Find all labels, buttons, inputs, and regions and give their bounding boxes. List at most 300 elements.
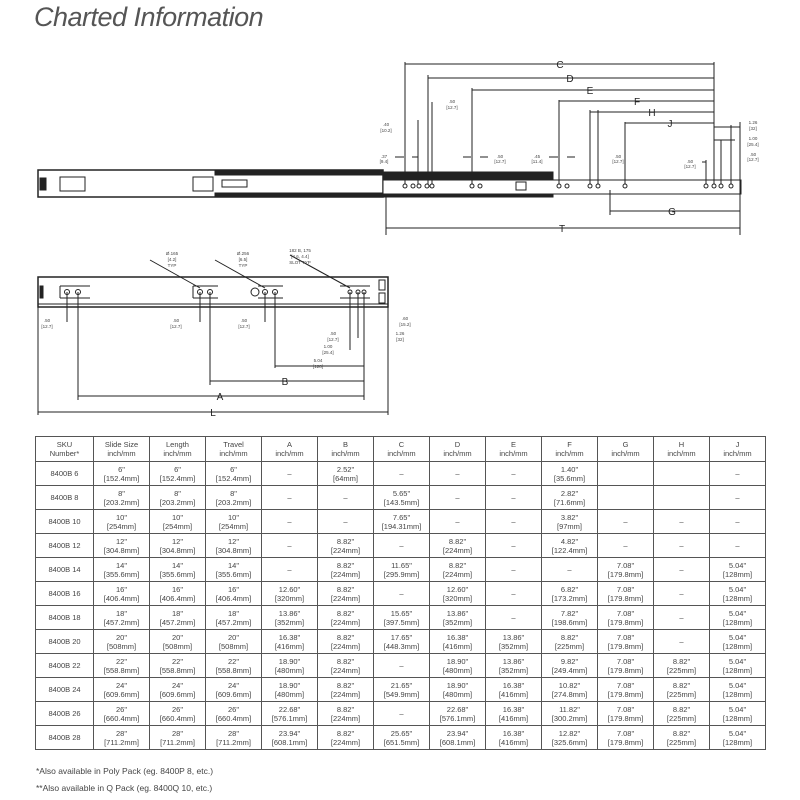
svg-text:.50: .50	[614, 154, 622, 159]
inch-value: 23.94"	[278, 728, 301, 738]
value-cell	[430, 654, 486, 678]
table-header-row	[36, 437, 766, 462]
mm-value: [558.8mm]	[159, 665, 196, 675]
value-cell	[150, 510, 206, 534]
value-cell	[486, 558, 542, 582]
inch-value: 8.82"	[336, 584, 355, 594]
inch-value: 8.82"	[672, 656, 691, 666]
value-cell	[206, 486, 262, 510]
inch-value: 18"	[115, 608, 127, 618]
value-cell	[486, 702, 542, 726]
value-cell	[598, 726, 654, 750]
inch-value: 22"	[171, 656, 183, 666]
inch-value: 8.82"	[336, 560, 355, 570]
inch-value: 28"	[227, 728, 239, 738]
inch-value: 24"	[115, 680, 127, 690]
value-cell	[710, 558, 766, 582]
mm-value: [225mm]	[666, 689, 697, 699]
value-cell	[598, 558, 654, 582]
specifications-table	[35, 436, 766, 750]
value-cell	[598, 630, 654, 654]
value-cell	[374, 486, 430, 510]
mm-value: [179.8mm]	[607, 569, 644, 579]
inch-value: 22.68"	[278, 704, 301, 714]
value-cell	[318, 654, 374, 678]
footnote-q-pack: **Also available in Q Pack (eg. 8400Q 10, etc.)	[36, 783, 213, 793]
mm-value: [128mm]	[722, 689, 753, 699]
inch-value: 9.82"	[560, 656, 579, 666]
svg-text:[11.4]: [11.4]	[531, 159, 543, 164]
slide-side-view-diagram	[0, 240, 800, 430]
value-cell	[206, 606, 262, 630]
svg-text:1.26: 1.26	[748, 120, 758, 125]
value-cell	[94, 582, 150, 606]
inch-value: 8.82"	[336, 632, 355, 642]
inch-value: 20"	[115, 632, 127, 642]
inch-value: 13.86"	[502, 656, 525, 666]
inch-value: 17.65"	[390, 632, 413, 642]
value-cell	[654, 510, 710, 534]
value-cell	[486, 606, 542, 630]
value-cell	[262, 726, 318, 750]
mm-value: [416mm]	[498, 713, 529, 723]
value-cell	[206, 462, 262, 486]
mm-value: [352mm]	[442, 617, 473, 627]
inch-value: 10"	[171, 512, 183, 522]
inch-value: –	[679, 613, 684, 622]
inch-value: 12"	[227, 536, 239, 546]
value-cell	[150, 654, 206, 678]
mm-value: [152.4mm]	[159, 473, 196, 483]
header-a: A inch/mm	[262, 437, 318, 462]
dimension-label-t: T	[558, 224, 566, 235]
inch-value: 24"	[171, 680, 183, 690]
inch-value: 1.40"	[560, 464, 579, 474]
inch-value: 21.65"	[390, 680, 413, 690]
mm-value: [576.1mm]	[439, 713, 476, 723]
mm-value: [558.8mm]	[103, 665, 140, 675]
mm-value: [128mm]	[722, 617, 753, 627]
mm-value: [457.2mm]	[159, 617, 196, 627]
mm-value: [128mm]	[722, 713, 753, 723]
svg-text:[12.7]: [12.7]	[446, 105, 458, 110]
inch-value: 18.90"	[278, 680, 301, 690]
mm-value: [406.4mm]	[103, 593, 140, 603]
sku-cell: 8400B 14	[36, 558, 94, 582]
mm-value: [143.5mm]	[383, 497, 420, 507]
inch-value: 8.82"	[672, 680, 691, 690]
svg-text:TYP: TYP	[167, 263, 177, 268]
dimension-label-l: L	[210, 408, 216, 419]
inch-value: 8"	[174, 488, 181, 498]
value-cell	[710, 654, 766, 678]
mm-value: [152.4mm]	[215, 473, 252, 483]
inch-value: 16"	[115, 584, 127, 594]
value-cell	[318, 678, 374, 702]
inch-value: 15.65"	[390, 608, 413, 618]
mm-value: [651.5mm]	[383, 737, 420, 747]
mm-value: [352mm]	[498, 665, 529, 675]
inch-value: 14"	[171, 560, 183, 570]
value-cell	[598, 606, 654, 630]
value-cell	[206, 558, 262, 582]
inch-value: 28"	[115, 728, 127, 738]
header-d: D inch/mm	[430, 437, 486, 462]
value-cell	[150, 558, 206, 582]
inch-value: 16"	[171, 584, 183, 594]
mm-value: [457.2mm]	[103, 617, 140, 627]
svg-text:1.00: 1.00	[748, 136, 758, 141]
value-cell	[710, 462, 766, 486]
inch-value: –	[399, 661, 404, 670]
inch-value: 8.82"	[336, 608, 355, 618]
inch-value: 6"	[230, 464, 237, 474]
svg-text:[12.7]: [12.7]	[747, 157, 759, 162]
value-cell	[710, 606, 766, 630]
mm-value: [224mm]	[330, 641, 361, 651]
header-c: C inch/mm	[374, 437, 430, 462]
value-cell	[150, 702, 206, 726]
value-cell	[150, 678, 206, 702]
inch-value: 2.52"	[336, 464, 355, 474]
header-sku: SKU Number*	[36, 437, 94, 462]
sku-cell: 8400B 22	[36, 654, 94, 678]
mm-value: [558.8mm]	[215, 665, 252, 675]
inch-value: 16.38"	[502, 728, 525, 738]
value-cell	[94, 486, 150, 510]
mm-value: [254mm]	[106, 521, 137, 531]
value-cell	[598, 510, 654, 534]
inch-value: –	[511, 613, 516, 622]
inch-value: –	[455, 469, 460, 478]
svg-text:[4.6, 4.4]: [4.6, 4.4]	[291, 254, 309, 259]
inch-value: 11.82"	[559, 704, 580, 714]
mm-value: [608.1mm]	[439, 737, 476, 747]
inch-value: –	[679, 637, 684, 646]
value-cell	[206, 534, 262, 558]
value-cell	[542, 462, 598, 486]
value-cell	[374, 702, 430, 726]
mm-value: [274.8mm]	[551, 689, 588, 699]
value-cell	[654, 702, 710, 726]
inch-value: 4.82"	[560, 536, 579, 546]
inch-value: 16.38"	[502, 704, 525, 714]
value-cell	[430, 606, 486, 630]
inch-value: 8.82"	[336, 680, 355, 690]
value-cell	[430, 582, 486, 606]
mm-value: [35.6mm]	[553, 473, 586, 483]
inch-value: 7.08"	[616, 728, 635, 738]
inch-value: 8"	[118, 488, 125, 498]
mm-value: [224mm]	[330, 569, 361, 579]
value-cell	[654, 582, 710, 606]
value-cell	[710, 726, 766, 750]
inch-value: –	[343, 517, 348, 526]
value-cell	[710, 630, 766, 654]
svg-text:.50: .50	[496, 154, 504, 159]
inch-value: 8.82"	[672, 728, 691, 738]
value-cell	[374, 726, 430, 750]
inch-value: 7.65"	[392, 512, 411, 522]
value-cell	[374, 606, 430, 630]
value-cell	[150, 462, 206, 486]
value-cell	[486, 534, 542, 558]
inch-value: –	[567, 565, 572, 574]
inch-value: 18.90"	[446, 680, 469, 690]
mm-value: [609.6mm]	[215, 689, 252, 699]
value-cell	[430, 558, 486, 582]
svg-text:[12.7]: [12.7]	[238, 324, 250, 329]
value-cell	[654, 606, 710, 630]
value-cell	[150, 534, 206, 558]
value-cell	[486, 726, 542, 750]
value-cell	[374, 510, 430, 534]
value-cell	[262, 630, 318, 654]
inch-value: 10"	[115, 512, 127, 522]
value-cell	[486, 582, 542, 606]
value-cell	[654, 726, 710, 750]
value-cell	[598, 678, 654, 702]
value-cell	[206, 726, 262, 750]
value-cell	[262, 582, 318, 606]
inch-value: –	[511, 517, 516, 526]
footnote-poly-pack: *Also available in Poly Pack (eg. 8400P 8, etc.)	[36, 766, 214, 776]
svg-text:[10.2]: [10.2]	[380, 128, 392, 133]
value-cell	[374, 630, 430, 654]
inch-value: 8.82"	[336, 656, 355, 666]
inch-value: –	[679, 565, 684, 574]
value-cell	[542, 606, 598, 630]
mm-value: [179.8mm]	[607, 617, 644, 627]
mm-value: [128mm]	[722, 641, 753, 651]
value-cell	[710, 486, 766, 510]
inch-value: 7.08"	[616, 656, 635, 666]
value-cell	[206, 702, 262, 726]
mm-value: [224mm]	[330, 689, 361, 699]
header-f: F inch/mm	[542, 437, 598, 462]
value-cell	[150, 606, 206, 630]
value-cell	[542, 510, 598, 534]
inch-value: 6"	[174, 464, 181, 474]
value-cell	[430, 726, 486, 750]
svg-text:.50: .50	[686, 159, 694, 164]
value-cell	[150, 486, 206, 510]
inch-value: 16.38"	[446, 632, 469, 642]
inch-value: –	[679, 517, 684, 526]
mm-value: [508mm]	[218, 641, 249, 651]
mm-value: [416mm]	[498, 689, 529, 699]
mm-value: [480mm]	[274, 689, 305, 699]
mm-value: [224mm]	[442, 569, 473, 579]
inch-value: 7.08"	[616, 608, 635, 618]
mm-value: [224mm]	[330, 737, 361, 747]
inch-value: 5.04"	[728, 632, 747, 642]
mm-value: [224mm]	[330, 545, 361, 555]
value-cell	[150, 630, 206, 654]
value-cell	[150, 726, 206, 750]
inch-value: –	[679, 589, 684, 598]
mm-value: [660.4mm]	[103, 713, 140, 723]
value-cell	[542, 630, 598, 654]
value-cell	[262, 606, 318, 630]
mm-value: [416mm]	[274, 641, 305, 651]
mm-value: [711.2mm]	[160, 737, 195, 747]
value-cell	[486, 462, 542, 486]
dimension-label-f: F	[633, 97, 641, 108]
svg-text:.50: .50	[240, 318, 248, 323]
svg-text:.50: .50	[749, 152, 757, 157]
mm-value: [406.4mm]	[215, 593, 252, 603]
inch-value: 14"	[227, 560, 239, 570]
inch-value: –	[455, 517, 460, 526]
inch-value: 5.04"	[728, 584, 747, 594]
svg-text:[25.4]: [25.4]	[322, 350, 334, 355]
slide-top-view-diagram	[0, 0, 800, 240]
inch-value: 3.82"	[560, 512, 579, 522]
value-cell	[486, 630, 542, 654]
mm-value: [304.8mm]	[159, 545, 196, 555]
inch-value: 6"	[118, 464, 125, 474]
inch-value: –	[735, 469, 740, 478]
sku-cell: 8400B 16	[36, 582, 94, 606]
sku-cell: 8400B 28	[36, 726, 94, 750]
mm-value: [224mm]	[330, 593, 361, 603]
mm-value: [225mm]	[666, 713, 697, 723]
mm-value: [406.4mm]	[159, 593, 196, 603]
inch-value: 16"	[227, 584, 239, 594]
value-cell	[206, 654, 262, 678]
table-row	[36, 582, 766, 606]
mm-value: [194.31mm]	[381, 521, 422, 531]
svg-text:[12.7]: [12.7]	[494, 159, 506, 164]
value-cell	[598, 462, 654, 486]
mm-value: [320mm]	[442, 593, 473, 603]
value-cell	[318, 702, 374, 726]
value-cell	[318, 510, 374, 534]
svg-text:[128]: [128]	[312, 364, 324, 369]
inch-value: 12"	[171, 536, 183, 546]
inch-value: –	[287, 541, 292, 550]
dimension-label-d: D	[566, 74, 574, 85]
dimension-label-a: A	[216, 392, 224, 403]
value-cell	[262, 702, 318, 726]
sku-cell: 8400B 10	[36, 510, 94, 534]
mm-value: [480mm]	[442, 689, 473, 699]
inch-value: 18"	[227, 608, 239, 618]
inch-value: 8.82"	[336, 728, 355, 738]
inch-value: 26"	[227, 704, 239, 714]
mm-value: [416mm]	[498, 737, 529, 747]
inch-value: –	[511, 541, 516, 550]
value-cell	[94, 558, 150, 582]
value-cell	[430, 534, 486, 558]
mm-value: [225mm]	[666, 665, 697, 675]
sku-cell: 8400B 24	[36, 678, 94, 702]
value-cell	[430, 702, 486, 726]
value-cell	[94, 534, 150, 558]
value-cell	[318, 582, 374, 606]
svg-text:.50: .50	[172, 318, 180, 323]
mm-value: [97mm]	[556, 521, 582, 531]
value-cell	[430, 630, 486, 654]
page-title: Charted Information	[34, 2, 264, 32]
mm-value: [179.8mm]	[607, 713, 644, 723]
value-cell	[318, 534, 374, 558]
mm-value: [198.6mm]	[551, 617, 588, 627]
value-cell	[542, 678, 598, 702]
inch-value: 5.04"	[728, 560, 747, 570]
inch-value: –	[287, 565, 292, 574]
mm-value: [295.9mm]	[383, 569, 420, 579]
inch-value: 5.04"	[728, 728, 747, 738]
inch-value: 5.65"	[392, 488, 411, 498]
value-cell	[710, 534, 766, 558]
svg-text:[12.7]: [12.7]	[41, 324, 53, 329]
mm-value: [660.4mm]	[215, 713, 252, 723]
header-slide-size: Slide Size inch/mm	[94, 437, 150, 462]
svg-text:[9.4]: [9.4]	[379, 159, 389, 164]
value-cell	[318, 558, 374, 582]
inch-value: –	[679, 541, 684, 550]
value-cell	[318, 486, 374, 510]
mm-value: [304.8mm]	[103, 545, 140, 555]
inch-value: 5.04"	[728, 656, 747, 666]
mm-value: [152.4mm]	[103, 473, 140, 483]
mm-value: [448.3mm]	[383, 641, 420, 651]
svg-text:.40: .40	[382, 122, 390, 127]
inch-value: 13.86"	[502, 632, 525, 642]
inch-value: 26"	[115, 704, 127, 714]
mm-value: [609.6mm]	[159, 689, 196, 699]
mm-value: [480mm]	[442, 665, 473, 675]
value-cell	[542, 534, 598, 558]
value-cell	[542, 654, 598, 678]
mm-value: [300.2mm]	[551, 713, 588, 723]
mm-value: [64mm]	[332, 473, 358, 483]
value-cell	[598, 582, 654, 606]
inch-value: 2.82"	[560, 488, 579, 498]
inch-value: 7.08"	[616, 680, 635, 690]
value-cell	[262, 462, 318, 486]
inch-value: –	[287, 493, 292, 502]
mm-value: [508mm]	[162, 641, 193, 651]
inch-value: 12.82"	[558, 728, 581, 738]
header-h: H inch/mm	[654, 437, 710, 462]
sku-cell: 8400B 20	[36, 630, 94, 654]
mm-value: [416mm]	[442, 641, 473, 651]
value-cell	[318, 606, 374, 630]
value-cell	[654, 462, 710, 486]
mm-value: [480mm]	[274, 665, 305, 675]
mm-value: [179.8mm]	[607, 593, 644, 603]
sku-cell: 8400B 18	[36, 606, 94, 630]
inch-value: –	[511, 589, 516, 598]
value-cell	[486, 678, 542, 702]
svg-text:[6.5]: [6.5]	[238, 257, 248, 262]
inch-value: 14"	[115, 560, 127, 570]
value-cell	[94, 654, 150, 678]
value-cell	[374, 462, 430, 486]
inch-value: 22"	[227, 656, 239, 666]
inch-value: 13.86"	[278, 608, 301, 618]
value-cell	[430, 678, 486, 702]
table-row	[36, 534, 766, 558]
inch-value: 8"	[230, 488, 237, 498]
mm-value: [508mm]	[106, 641, 137, 651]
value-cell	[94, 510, 150, 534]
header-j: J inch/mm	[710, 437, 766, 462]
value-cell	[598, 534, 654, 558]
